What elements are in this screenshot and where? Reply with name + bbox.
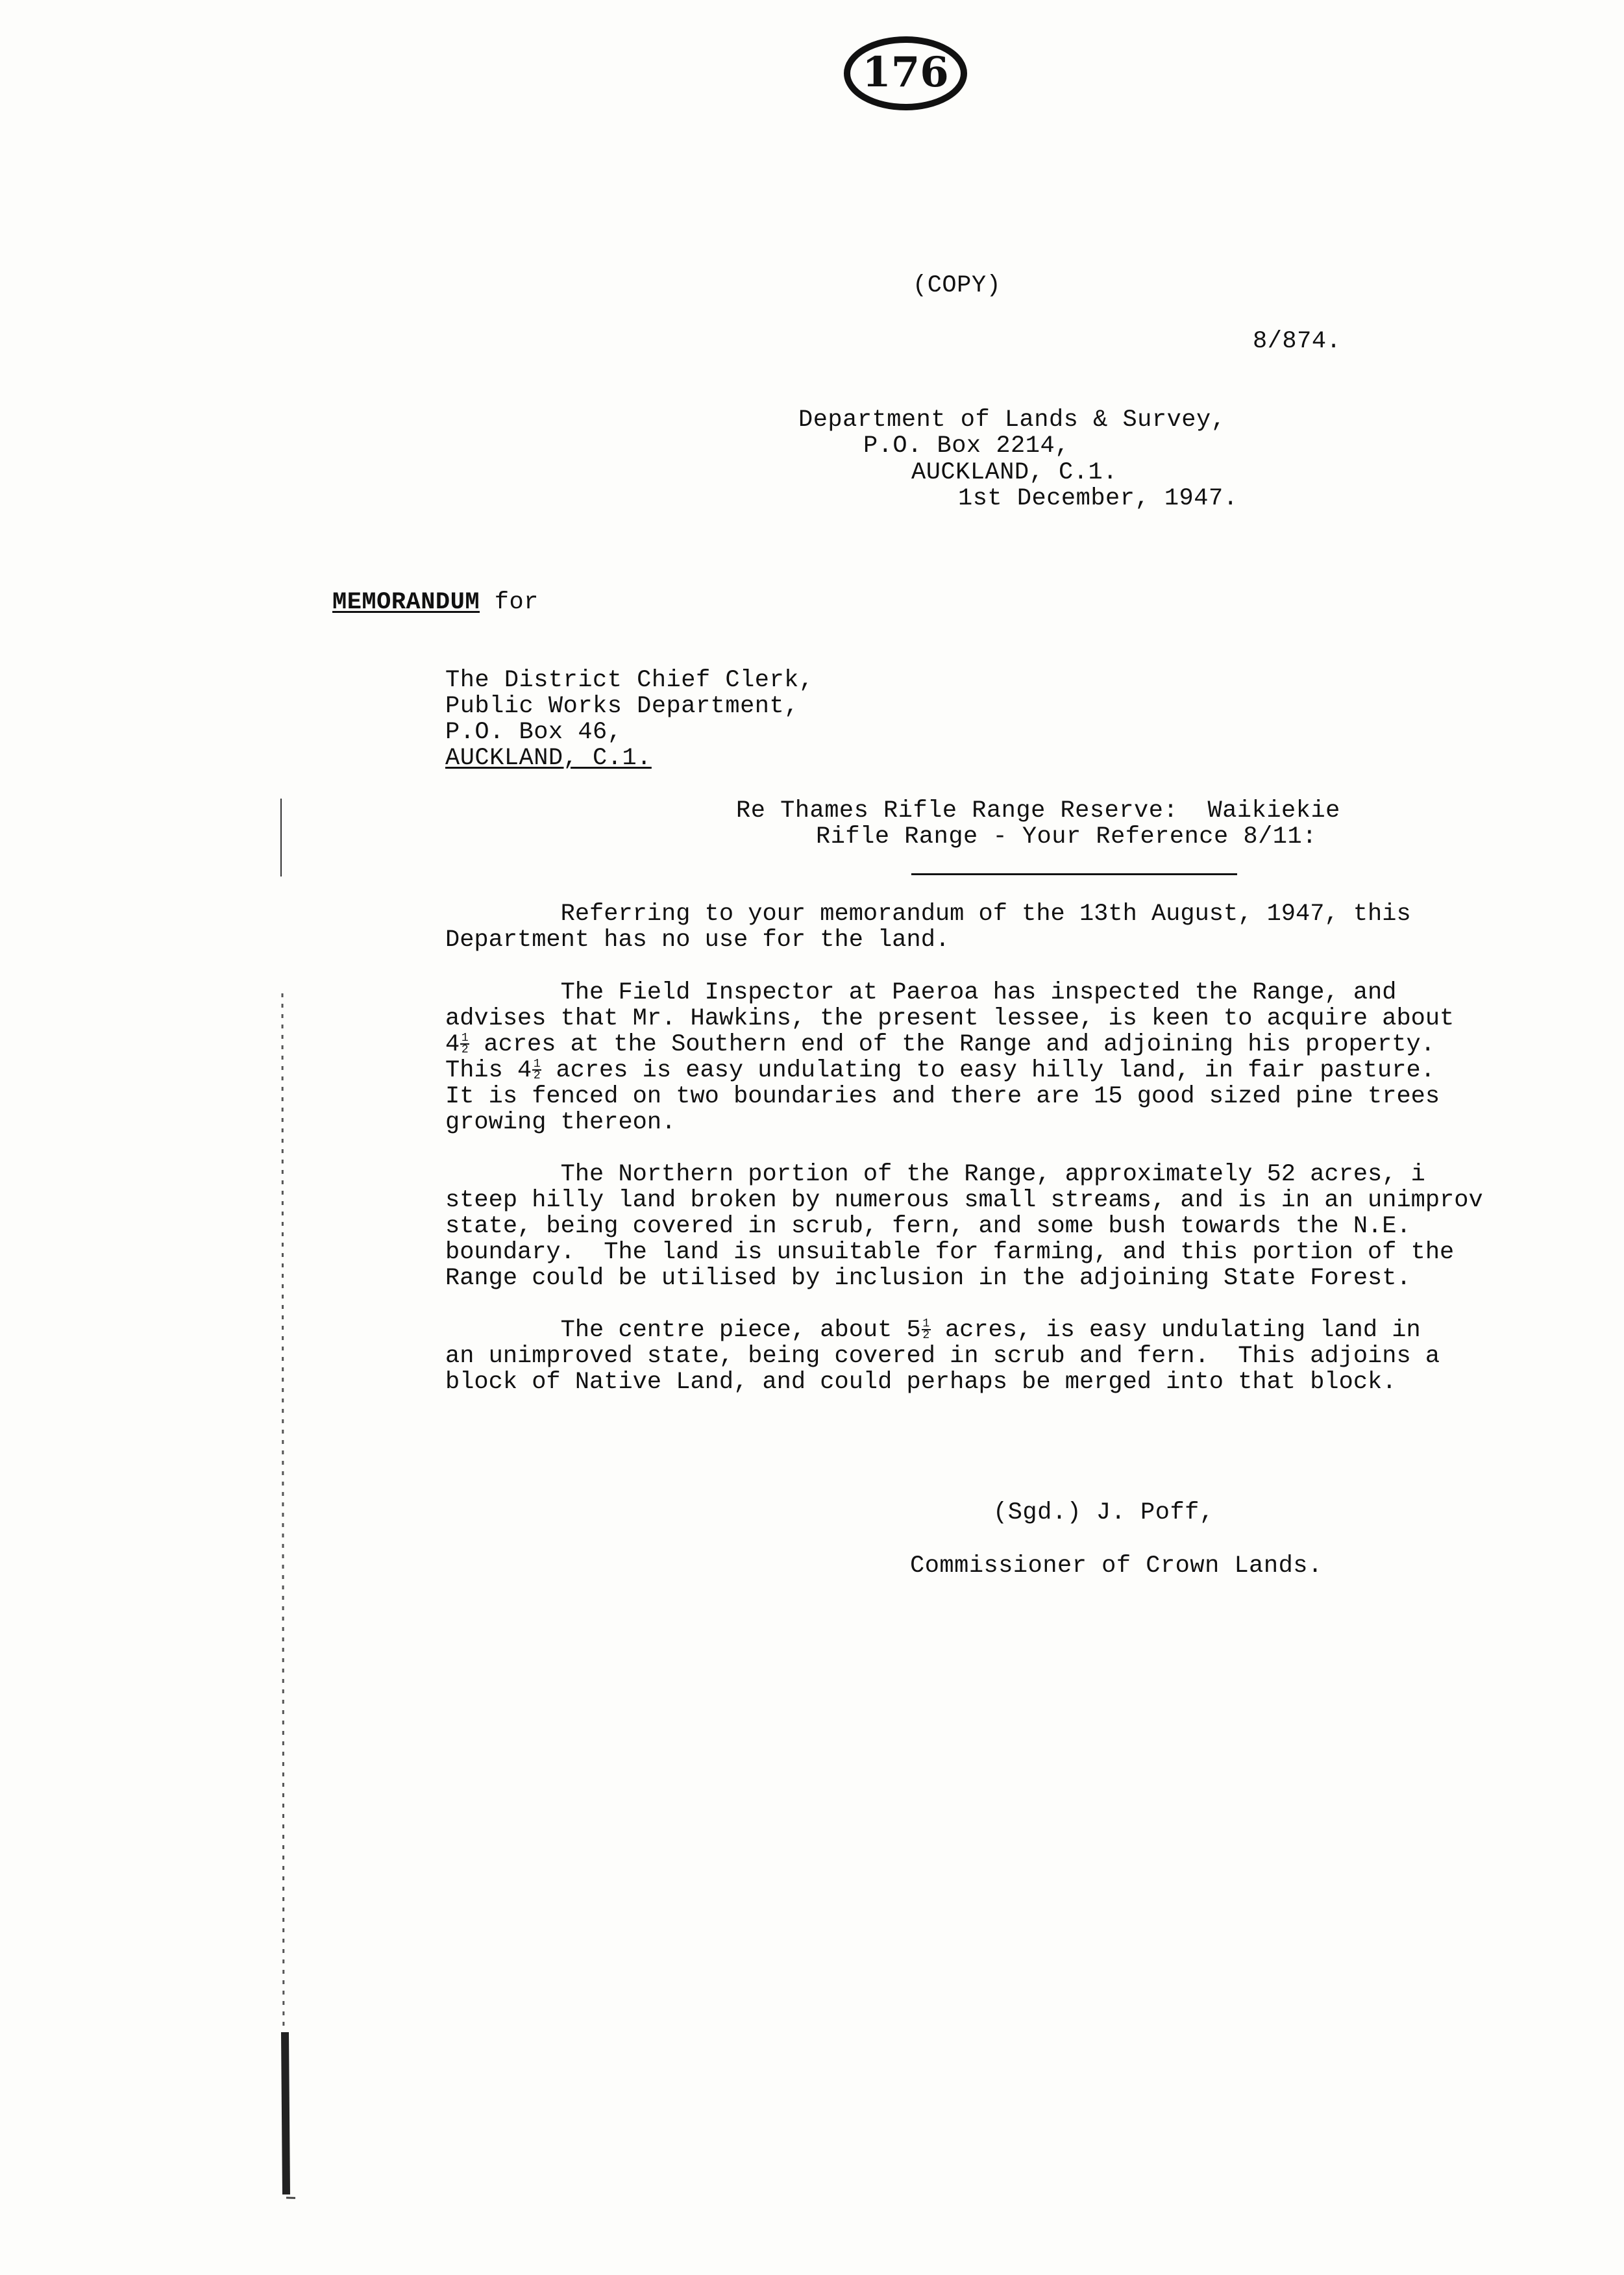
paragraph-2 — [445, 980, 1601, 1136]
fraction-denominator: 2 — [461, 1043, 469, 1057]
subject-underline — [911, 873, 1237, 875]
signature-line: (Sgd.) J. Poff, — [993, 1499, 1214, 1526]
sender-line-2: P.O. Box 2214, — [863, 432, 1070, 460]
fraction-numerator: 1 — [922, 1317, 930, 1331]
copy-mark: (COPY) — [913, 272, 1002, 299]
paragraph-4 — [445, 1317, 1601, 1395]
fraction-denominator: 2 — [922, 1329, 930, 1343]
sender-line-3: AUCKLAND, C.1. — [911, 459, 1118, 486]
paragraph-line: Range could be utilised by inclusion in the adjoining State Forest. — [445, 1265, 1411, 1292]
half-fraction — [532, 1059, 541, 1081]
paragraph-line: an unimproved state, being covered in scrub and fern. This adjoins a — [445, 1343, 1440, 1370]
paragraph-1 — [445, 901, 1601, 953]
paragraph-text: acres is easy undulating to easy hilly land, in fair pasture. — [541, 1057, 1435, 1084]
paragraph-line: It is fenced on two boundaries and there are 15 good sized pine trees — [445, 1083, 1440, 1110]
signatory-title: Commissioner of Crown Lands. — [910, 1552, 1323, 1580]
recipient-line-1: The District Chief Clerk, — [445, 667, 814, 694]
paragraph-text: acres, is easy undulating land in — [930, 1317, 1421, 1344]
memo-heading — [332, 590, 539, 615]
recipient-line-3: P.O. Box 46, — [445, 719, 622, 746]
paragraph-line: boundary. The land is unsuitable for farming, and this portion of the — [445, 1239, 1455, 1266]
paragraph-text: This 4 — [445, 1057, 532, 1084]
fraction-whole: 4 — [445, 1031, 460, 1058]
paragraph-line — [445, 1032, 1601, 1058]
paragraph-text: acres at the Southern end of the Range and adjoining his property. — [469, 1031, 1435, 1058]
paragraph-line — [445, 1317, 1601, 1343]
subject-line-1: Re Thames Rifle Range Reserve: Waikiekie — [736, 797, 1340, 825]
memo-for: for — [480, 589, 539, 616]
paragraph-line: advises that Mr. Hawkins, the present lessee, is keen to acquire about — [445, 1005, 1455, 1032]
paragraph-line: growing thereon. — [445, 1109, 676, 1136]
half-fraction — [460, 1033, 469, 1055]
folio-stamp — [837, 25, 974, 122]
paragraph-text: The centre piece, about 5 — [445, 1317, 921, 1344]
paragraph-line: The Northern portion of the Range, approximately 52 acres, i — [445, 1161, 1425, 1188]
paragraph-line — [445, 1058, 1601, 1084]
paragraph-line: The Field Inspector at Paeroa has inspected the Range, and — [445, 979, 1397, 1006]
paragraph-line: Referring to your memorandum of the 13th August, 1947, this — [445, 901, 1411, 928]
folio-number: 176 — [862, 48, 949, 97]
binding-edge — [276, 799, 295, 2207]
paragraph-line: state, being covered in scrub, fern, and some bush towards the N.E. — [445, 1213, 1411, 1240]
file-reference: 8/874. — [1253, 328, 1342, 355]
memo-label: MEMORANDUM — [332, 589, 480, 616]
recipient-line-4: AUCKLAND, C.1. — [445, 745, 652, 772]
recipient-line-2: Public Works Department, — [445, 693, 799, 720]
paragraph-line: steep hilly land broken by numerous small streams, and is in an unimprov — [445, 1187, 1483, 1214]
paragraph-line: Department has no use for the land. — [445, 926, 950, 954]
fraction-denominator: 2 — [533, 1069, 541, 1083]
half-fraction — [922, 1319, 931, 1341]
fraction-numerator: 1 — [533, 1058, 541, 1071]
letter-date: 1st December, 1947. — [958, 485, 1238, 512]
paragraph-line: block of Native Land, and could perhaps be merged into that block. — [445, 1369, 1397, 1396]
paragraph-3 — [445, 1162, 1601, 1291]
sender-line-1: Department of Lands & Survey, — [798, 406, 1226, 434]
subject-line-2: Rifle Range - Your Reference 8/11: — [816, 823, 1317, 851]
fraction-numerator: 1 — [461, 1032, 469, 1045]
